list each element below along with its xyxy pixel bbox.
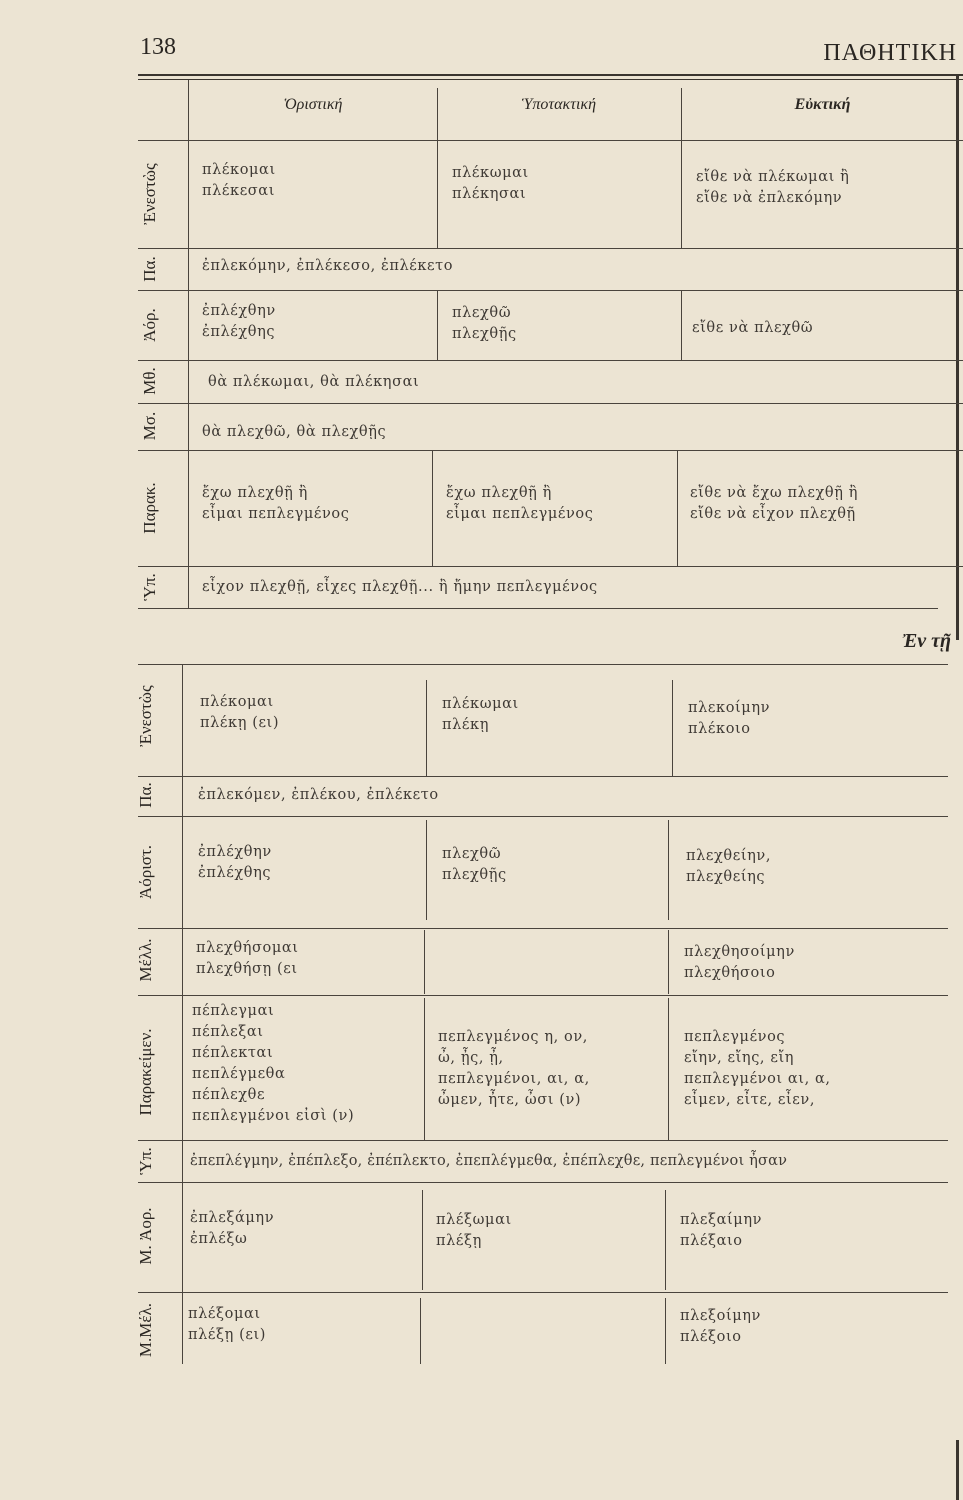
cell-span: ἐπλεκόμην, ἐπλέκεσο, ἐπλέκετο	[202, 258, 454, 274]
row-label: Μέλλ.	[136, 938, 155, 982]
row-label: Μ.Μέλ.	[136, 1302, 155, 1358]
cell-indicative: ἐπλέχθην ἐπλέχθης	[202, 303, 276, 340]
cell-subjunctive: πεπλεγμένος η, ον, ὦ, ᾖς, ᾖ, πεπλεγμένοι, αι, α, ὦμεν, ἦτε, ὦσι (ν)	[438, 1029, 590, 1108]
cell-optative: πλεξαίμην πλέξαιο	[680, 1212, 763, 1249]
right-edge-bar	[956, 75, 959, 640]
cell-subjunctive: πλέξωμαι πλέξῃ	[436, 1212, 512, 1249]
row-label: Ἀόριστ.	[136, 844, 155, 900]
cell-optative: εἴθε νὰ πλεχθῶ	[692, 320, 814, 336]
row-label: Ἐνεστὼς	[136, 685, 155, 747]
cell-optative: πλεχθησοίμην πλεχθήσοιο	[684, 944, 795, 981]
cell-optative: πλεκοίμην πλέκοιο	[688, 700, 771, 737]
cell-indicative: ἔχω πλεχθῇ ἢ εἶμαι πεπλεγμένος	[202, 485, 350, 522]
cell-span: θὰ πλεχθῶ, θὰ πλεχθῇς	[202, 424, 387, 440]
cell-indicative: ἐπλέχθην ἐπλέχθης	[198, 844, 272, 881]
row-label: Παρακ.	[140, 482, 159, 534]
cell-optative: εἴθε νὰ ἔχω πλεχθῇ ἢ εἴθε νὰ εἶχον πλεχθῇ	[690, 485, 858, 522]
row-label: Παρακείμεν.	[136, 1028, 155, 1116]
cell-optative: πλεξοίμην πλέξοιο	[680, 1308, 761, 1345]
row-label: Ὑπ.	[140, 573, 159, 601]
top-rule-thick	[138, 74, 963, 76]
cell-span: θὰ πλέκωμαι, θὰ πλέκησαι	[208, 374, 420, 390]
row-label: Ὑπ.	[136, 1147, 155, 1175]
cell-optative: πεπλεγμένος εἴην, εἴης, εἴη πεπλεγμένοι αι, α, εἶμεν, εἶτε, εἶεν,	[684, 1029, 831, 1108]
row-label: Μ. Ἀορ.	[136, 1207, 155, 1265]
row-label: Μσ.	[140, 411, 159, 441]
cell-indicative: πλέξομαι πλέξῃ (ει)	[188, 1306, 267, 1343]
right-edge-bar-lower	[956, 1440, 959, 1500]
running-head: ΠΑΘΗΤΙΚΗ	[823, 40, 957, 66]
cell-optative: εἴθε νὰ πλέκωμαι ἢ εἴθε νὰ ἐπλεκόμην	[696, 169, 850, 206]
row-label: Πα.	[136, 782, 155, 808]
column-header-optative: Εὐκτική	[794, 96, 851, 113]
cell-indicative: πέπλεγμαι πέπλεξαι πέπλεκται πεπλέγμεθα πέπλεχθε πεπλεγμένοι εἰσὶ (ν)	[192, 1003, 355, 1124]
cell-span: ἐπεπλέγμην, ἐπέπλεξο, ἐπέπλεκτο, ἐπεπλέγμεθα, ἐπέπλεχθε, πεπλεγμένοι ἦσαν	[190, 1153, 788, 1169]
cell-indicative: πλέκομαι πλέκῃ (ει)	[200, 694, 280, 731]
row-label: Ἐνεστὼς	[140, 163, 159, 225]
cell-optative: πλεχθείην, πλεχθείης	[686, 848, 772, 885]
cell-subjunctive: ἔχω πλεχθῇ ἢ εἶμαι πεπλεγμένος	[446, 485, 594, 522]
cell-subjunctive: πλεχθῶ πλεχθῇς	[452, 305, 517, 342]
page-number: 138	[140, 34, 176, 60]
cell-span: ἐπλεκόμεν, ἐπλέκου, ἐπλέκετο	[198, 787, 439, 803]
row-label: Μθ.	[140, 367, 159, 395]
row-label: Πα.	[140, 256, 159, 282]
row-label: Ἀόρ.	[140, 308, 159, 342]
cell-indicative: πλεχθήσομαι πλεχθήσῃ (ει	[196, 940, 299, 977]
top-rule-thin	[138, 79, 963, 80]
cell-indicative: ἐπλεξάμην ἐπλέξω	[190, 1210, 275, 1247]
cell-subjunctive: πλέκωμαι πλέκῃ	[442, 696, 519, 733]
cell-subjunctive: πλέκωμαι πλέκησαι	[452, 165, 529, 202]
column-header-subjunctive: Ὑποτακτική	[521, 96, 597, 113]
cell-span: εἶχον πλεχθῇ, εἶχες πλεχθῇ... ἢ ἤμην πεπλεγμένος	[202, 579, 598, 595]
cell-indicative: πλέκομαι πλέκεσαι	[202, 162, 276, 199]
column-header-indicative: Ὁριστική	[283, 96, 343, 113]
section-title: Ἐν τῇ	[901, 630, 951, 652]
cell-subjunctive: πλεχθῶ πλεχθῇς	[442, 846, 507, 883]
